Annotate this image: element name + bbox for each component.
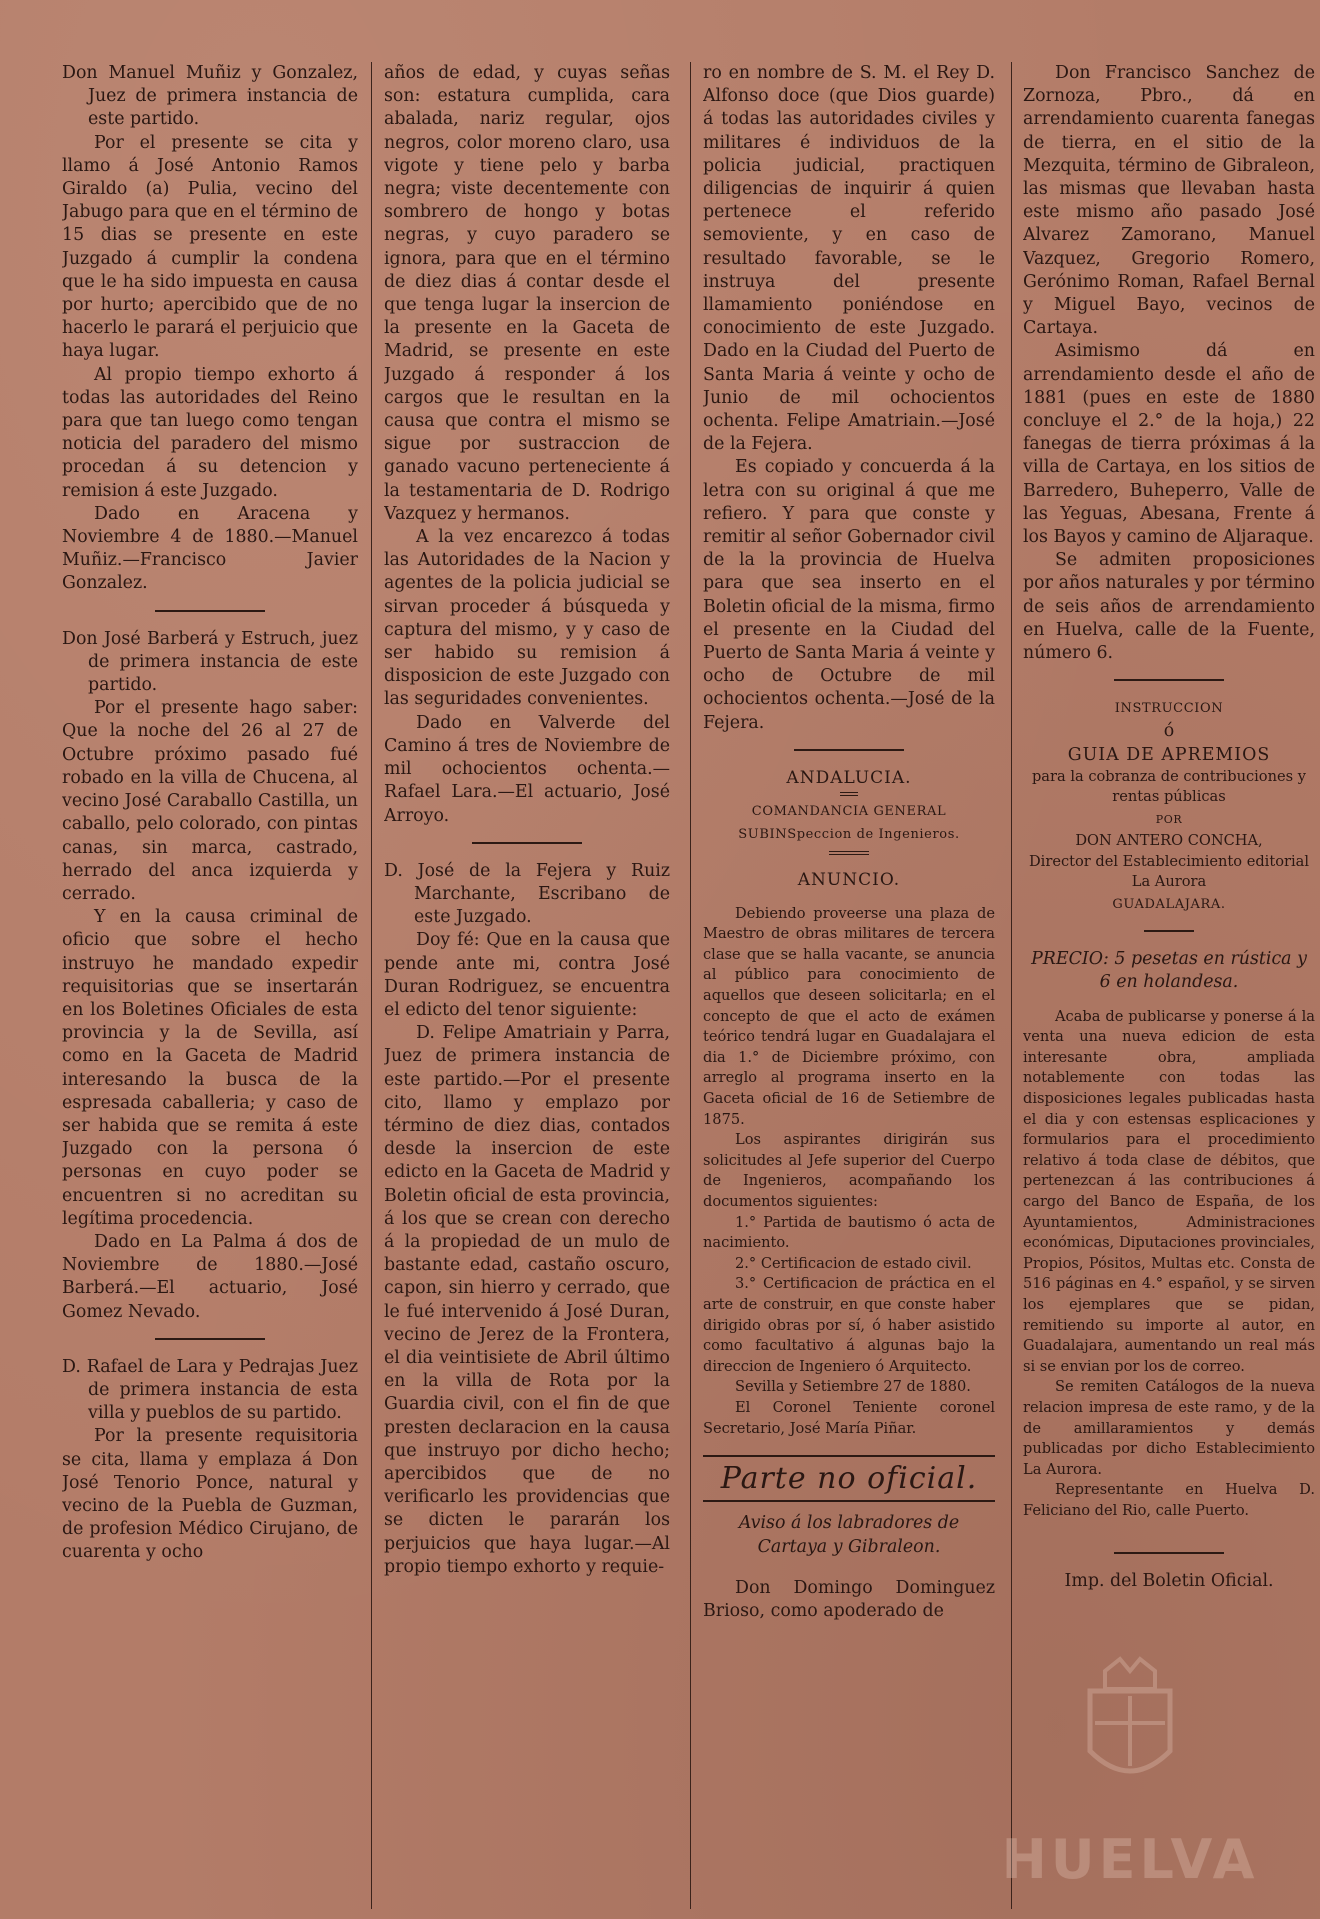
printer-imprint: Imp. del Boletin Oficial. [1064, 1570, 1274, 1591]
double-rule [829, 851, 869, 855]
separator-rule [1144, 930, 1194, 932]
parte-no-oficial-heading: Parte no oficial. [720, 1461, 978, 1497]
book-price: PRECIO: 5 pesetas en rústica y 6 en holandesa. [1031, 949, 1307, 993]
comandancia-heading: COMANDANCIA GENERAL SUBINSpeccion de Ingenieros. [738, 804, 960, 843]
notice-paragraph: 3.° Certificacion de práctica en el arte de construir, en que conste haber dirigido obras por sí, ó haber asistido como facultativo á algunas bajo la direccion de Ingeniero ó Arquitecto. [703, 1275, 995, 1375]
book-por: POR [1155, 813, 1183, 827]
notice-date: Sevilla y Setiembre 27 de 1880. [735, 1378, 971, 1396]
watermark-text: HUELVA [1001, 1828, 1259, 1891]
book-author: DON ANTERO CONCHA, [1075, 832, 1263, 850]
notice-paragraph: 1.° Partida de bautismo ó acta de nacimiento. [703, 1213, 995, 1252]
ad-paragraph: Asimismo dá en arrendamiento desde el año de 1881 (pues en este de 1880 concluye el 2.° de la hoja,) 22 fanegas de tierra próximas á la villa de Cartaya, en los sitios de Barredero, Buheperro, Valle de las Yeguas, Abesana, Frente á los Bayos y camino de Aljaraque. [1023, 341, 1315, 548]
edict-paragraph: A la vez encarezco á todas las Autoridades de la Nacion y agentes de la policia judicial se sirvan proceder á búsqueda y captura del mismo, y y caso de ser habido su remision á disposicion de este Juzgado con las seguridades convenientes. [384, 527, 670, 710]
separator-rule [1114, 1552, 1224, 1554]
edict-paragraph: Por el presente hago saber: Que la noche del 26 al 27 de Octubre próximo pasado fué robado en la villa de Chucena, al vecino José Caraballo Castilla, un caballo, pelo colorado, con pintas canas, sin marca, castrado, herrado del anca izquierda y cerrado. [62, 698, 358, 904]
edict-paragraph: ro en nombre de S. M. el Rey D. Alfonso doce (que Dios guarde) á todas las autoridades civiles y militares é individuos de la policia judicial, practiquen diligencias de inquirir á quien pertenece el referido semoviente, y en caso de resultado favorable, se le instruya del presente llamamiento poniéndose en conocimiento de este Juzgado. Dado en la Ciudad del Puerto de Santa Maria á veinte y ocho de Junio de mil ochocientos ochenta. Felipe Amatriain.—José de la Fejera. [703, 63, 995, 455]
book-title-guia: GUIA DE APREMIOS [1067, 744, 1271, 765]
column-4 [1023, 62, 1315, 1899]
edict-paragraph: Es copiado y concuerda á la letra con su original á que me refiero. Y para que conste y remitir al señor Gobernador civil de la la provincia de Huelva para que sea inserto en el Boletin oficial de la misma, firmo el presente en la Ciudad del Puerto de Santa Maria á veinte y ocho de Octubre de mil ochocientos ochenta.—José de la Fejera. [703, 457, 995, 733]
edict-signature: Dado en La Palma á dos de Noviembre de 1880.—José Barberá.—El actuario, José Gomez Nevado. [62, 1231, 358, 1322]
edict-paragraph: Al propio tiempo exhorto á todas las autoridades del Reino para que tan luego como tengan noticia del paradero del mismo procedan á su detencion y remision á este Juzgado. [62, 364, 358, 501]
edict-heading: Don Manuel Muñiz y Gonzalez, Juez de primera instancia de este partido. [62, 63, 358, 130]
edict-paragraph: años de edad, y cuyas señas son: estatura cumplida, cara abalada, nariz regular, ojos negros, color moreno claro, usa vigote y tiene pelo y barba negra; viste decentemente con sombrero de hongo y botas negras, y cuyo paradero se ignora, para que en el término de diez dias á contar desde el que tenga lugar la insercion de la presente en la Gaceta de Madrid, se presente en este Juzgado á responder á los cargos que le resultan en la causa que contra el mismo se sigue por sustraccion de ganado vacuno perteneciente á la testamentaria de D. Rodrigo Vazquez y hermanos. [384, 63, 670, 524]
separator-rule [1114, 679, 1224, 681]
notice-paragraph: 2.° Certificacion de estado civil. [735, 1254, 972, 1272]
book-publisher: Director del Establecimiento editorial La Aurora [1028, 852, 1310, 891]
book-title-instruccion: INSTRUCCION [1114, 701, 1224, 717]
book-catalogs: Se remiten Catálogos de la nueva relacion impresa de este ramo, y de la de amillaramientos y demás publicadas por dicho Establecimiento La Aurora. [1023, 1378, 1315, 1478]
edict-paragraph: D. Felipe Amatriain y Parra, Juez de primera instancia de este partido.—Por el presente cito, llamo y emplazo por término de diez dias, contados desde la insercion de este edicto en la Gaceta de Madrid y Boletin oficial de esta provincia, á los que se crean con derecho á la propiedad de un mulo de bastante edad, castaño oscuro, capon, sin hierro y cerrado, que le fué intervenido á José Duran, vecino de Jerez de la Frontera, el dia veintisiete de Abril último en la villa de Rota por la Guardia civil, con el fin de que presten declaracion en la causa que instruyo por dicho hecho; apercibidos que de no verificarlo les providencias que se dicten le pararán los perjuicios que haya lugar.—Al propio tiempo exhorto y requie- [384, 1023, 670, 1577]
column-divider [690, 62, 691, 1909]
separator-rule [472, 842, 582, 844]
column-divider [1011, 62, 1012, 1909]
edict-paragraph: Doy fé: Que en la causa que pende ante mi, contra José Duran Rodriguez, se encuentra el edicto del tenor siguiente: [384, 930, 670, 1020]
edict-paragraph: Por la presente requisitoria se cita, llama y emplaza á Don José Tenorio Ponce, natural y vecino de la Puebla de Guzman, de profesion Médico Cirujano, de cuarenta y ocho [62, 1426, 358, 1563]
edict-heading: D. Rafael de Lara y Pedrajas Juez de primera instancia de esta villa y pueblos de su partido. [62, 1356, 358, 1424]
notice-signature: El Coronel Teniente coronel Secretario, José María Piñar. [703, 1398, 995, 1437]
separator-rule [155, 610, 265, 612]
aviso-heading: Aviso á los labradores de Cartaya y Gibraleon. [738, 1513, 960, 1557]
book-city: GUADALAJARA. [1112, 897, 1226, 913]
book-description: Acaba de publicarse y ponerse á la venta una nueva edicion de esta interesante obra, ampliada notablemente con todas las disposiciones legales publicadas hasta el dia y con estensas esplicaciones y formularios para el procedimiento relativo á toda clase de débitos, que pertenezcan á las contribuciones á cargo del Banco de España, de los Ayuntamientos, Administraciones económicas, Diputaciones provinciales, Propios, Pósitos, Multas etc. Consta de 516 páginas en 4.° español, y se sirven los ejemplares que se pidan, remitiendo su importe al autor, en Guadalajara, aumentando un real más si se envian por los de correo. [1023, 1007, 1315, 1375]
book-representative: Representante en Huelva D. Feliciano del Rio, calle Puerto. [1023, 1481, 1315, 1519]
ad-paragraph: Don Francisco Sanchez de Zornoza, Pbro., dá en arrendamiento cuarenta fanegas de tierra, en el sitio de la Mezquita, término de Gibraleon, las mismas que llevaban hasta este mismo año pasado José Alvarez Zamorano, Manuel Vazquez, Gregorio Romero, Gerónimo Roman, Rafael Bernal y Miguel Bayo, vecinos de Cartaya. [1023, 63, 1315, 339]
edict-paragraph: Y en la causa criminal de oficio que sobre el hecho instruyo he mandado expedir requisitorias que se insertarán en los Boletines Oficiales de esta provincia y la de Sevilla, así como en la Gaceta de Madrid interesando la busca de la espresada caballeria; y caso de ser habida que se remita á este Juzgado con la persona ó personas en cuyo poder se encuentren si no acreditan su legítima procedencia. [62, 907, 358, 1229]
ad-paragraph: Se admiten proposiciones por años naturales y por término de seis años de arrendamiento en Huelva, calle de la Fuente, número 6. [1023, 550, 1315, 664]
double-rule [840, 792, 858, 796]
edict-heading: D. José de la Fejera y Ruiz Marchante, Escribano de este Juzgado. [384, 860, 670, 928]
notice-paragraph: Debiendo proveerse una plaza de Maestro de obras militares de tercera clase que se halla vacante, se anuncia al público para conocimiento de aquellos que deseen solicitarla; en el concepto de que el acto de exámen teórico tendrá lugar en Guadalajara el dia 1.° de Diciembre próximo, con arreglo al programa inserto en la Gaceta oficial de 16 de Setiembre de 1875. [703, 904, 995, 1128]
column-2 [384, 62, 670, 1899]
separator-rule [703, 1455, 995, 1457]
aviso-paragraph: Don Domingo Dominguez Brioso, como apoderado de [703, 1577, 995, 1621]
edict-paragraph: Por el presente se cita y llamo á José Antonio Ramos Giraldo (a) Pulia, vecino del Jabugo para que en el término de 15 dias se presente en este Juzgado á cumplir la condena que le ha sido impuesta en causa por hurto; apercibido que de no hacerlo le parará el perjuicio que haya lugar. [62, 132, 358, 362]
edict-heading: Don José Barberá y Estruch, juez de primera instancia de este partido. [62, 628, 358, 696]
edict-signature: Dado en Aracena y Noviembre 4 de 1880.—Manuel Muñiz.—Francisco Javier Gonzalez. [62, 503, 358, 594]
notice-paragraph: Los aspirantes dirigirán sus solicitudes al Jefe superior del Cuerpo de Ingenieros, acompañando los documentos siguientes: [703, 1131, 995, 1211]
separator-rule [155, 1338, 265, 1340]
edict-signature: Dado en Valverde del Camino á tres de Noviembre de mil ochocientos ochenta.—Rafael Lara.—El actuario, José Arroyo. [384, 712, 670, 826]
separator-rule [703, 1500, 995, 1502]
book-subtitle: para la cobranza de contribuciones y rentas públicas [1031, 767, 1307, 806]
archive-watermark [980, 1651, 1280, 1891]
coat-of-arms-icon [1070, 1651, 1190, 1801]
section-heading-andalucia: ANDALUCIA. [786, 767, 912, 788]
anuncio-heading: ANUNCIO. [797, 869, 901, 890]
column-divider [371, 62, 372, 1909]
book-title-o: ó [1163, 721, 1175, 742]
column-1 [62, 62, 358, 1899]
separator-rule [794, 749, 904, 751]
column-3 [703, 62, 995, 1899]
